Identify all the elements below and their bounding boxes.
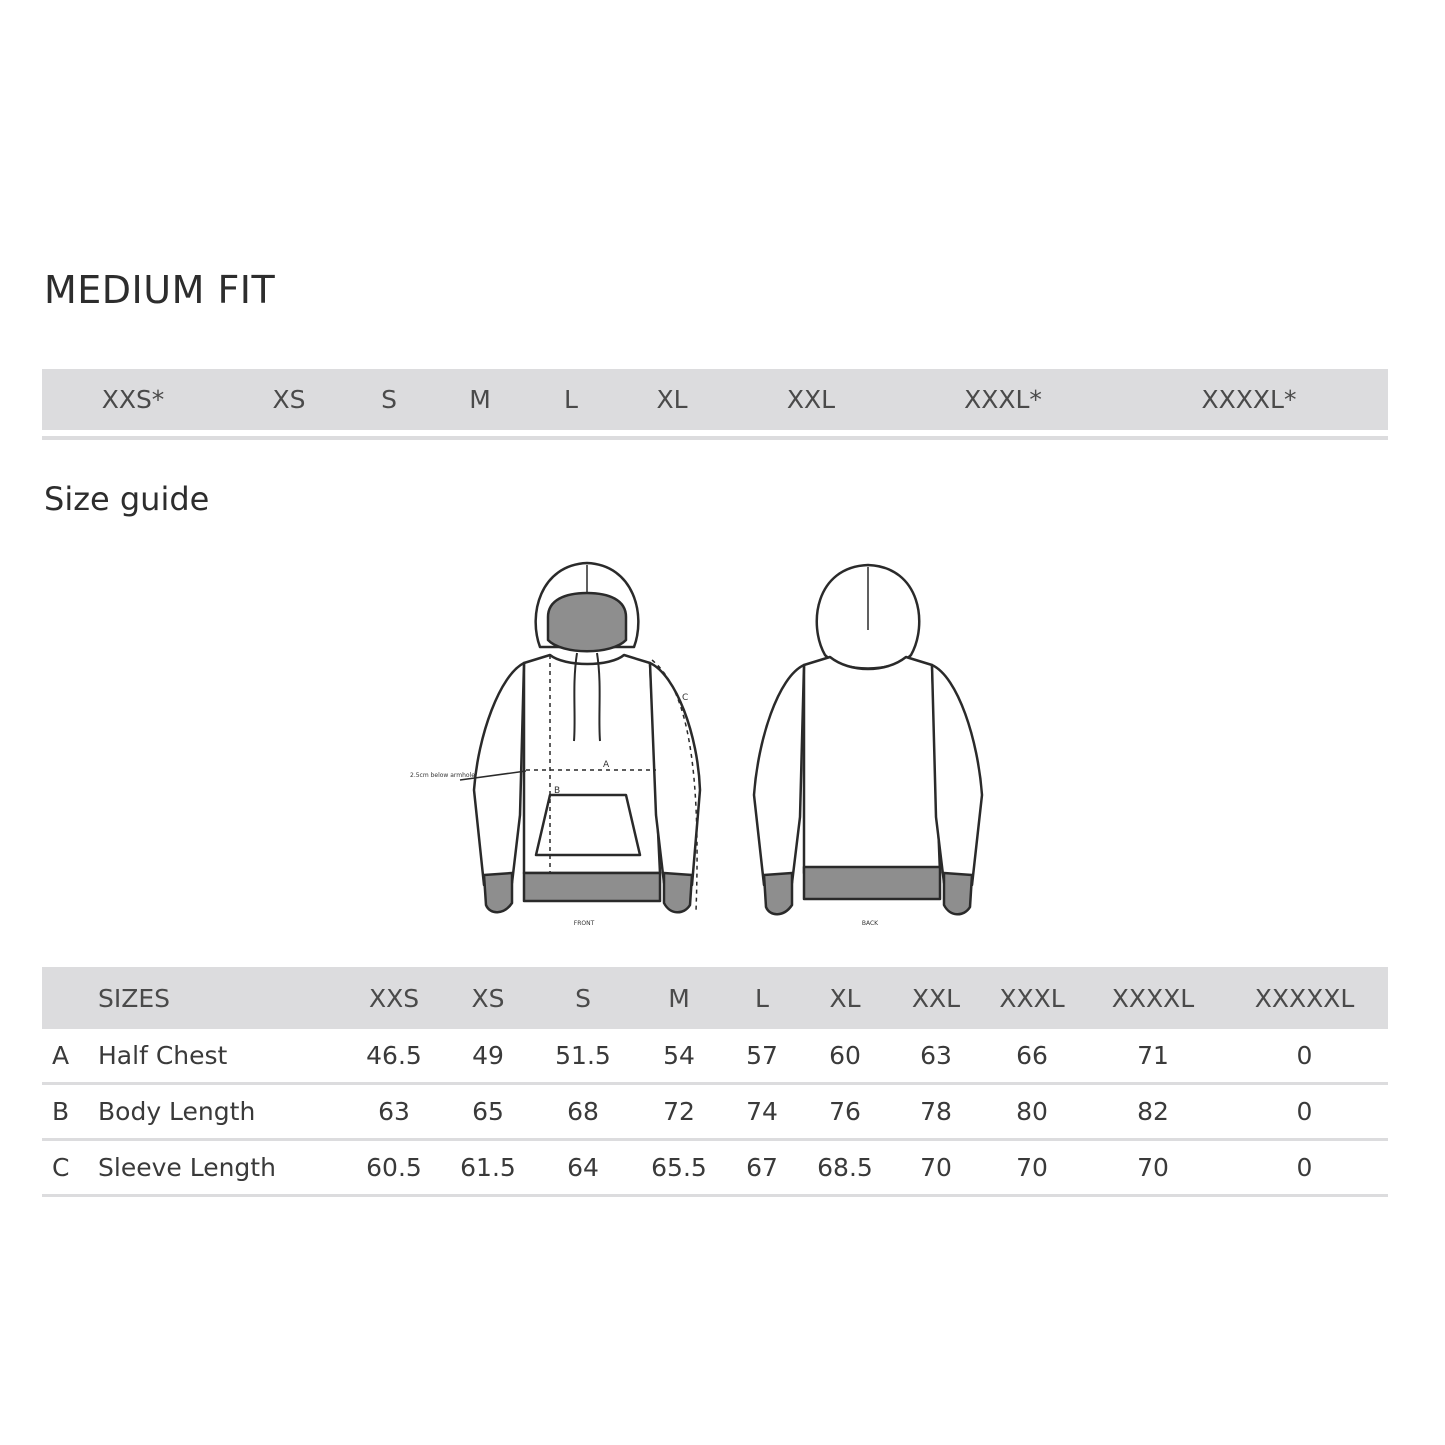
size-bar-item: XXXXL* [1201,385,1297,414]
table-cell: 72 [631,1084,727,1140]
hoodie-illustration [400,555,1020,935]
table-cell: 74 [727,1084,797,1140]
table-cell: 0 [1221,1140,1388,1196]
header-size: XXS [368,983,420,1013]
size-bar-item: L [564,385,578,414]
table-cell: 64 [535,1140,631,1196]
table-cell: 70 [979,1140,1085,1196]
row-code: C [42,1140,97,1196]
size-bar [42,369,1388,430]
row-code: B [42,1084,97,1140]
table-cell: 61.5 [441,1140,535,1196]
table-row [42,1029,1388,1084]
table-cell: 70 [893,1140,979,1196]
table-header-row [42,967,1388,1029]
header-size: XXL [911,983,961,1013]
front-label: FRONT [573,920,595,927]
table-cell: 57 [727,1029,797,1084]
table-cell: 80 [979,1084,1085,1140]
marker-a: A [603,760,610,770]
table-cell: 68.5 [797,1140,893,1196]
marker-b: B [554,786,561,796]
table-cell: 54 [631,1029,727,1084]
header-size: L [755,983,769,1013]
table-cell: 70 [1085,1140,1221,1196]
header-spacer [42,967,97,1029]
table-cell: 0 [1221,1084,1388,1140]
front-hoodie [410,563,700,927]
table-cell: 60 [797,1029,893,1084]
armhole-note: 2.5cm below armhole [410,772,475,779]
row-label: Sleeve Length [97,1140,347,1196]
header-sizes-label: SIZES [98,983,171,1013]
table-cell: 63 [347,1084,441,1140]
row-label: Body Length [97,1084,347,1140]
size-bar-item: XL [656,385,688,414]
size-bar-item: XXL [786,385,836,414]
row-label: Half Chest [97,1029,347,1084]
header-size: M [668,983,690,1013]
table-cell: 71 [1085,1029,1221,1084]
table-cell: 78 [893,1084,979,1140]
size-guide-title: Size guide [44,480,210,518]
size-bar-item: XS [272,385,306,414]
header-size: S [575,983,591,1013]
table-cell: 63 [893,1029,979,1084]
header-size: XXXXXL [1254,983,1355,1013]
table-cell: 51.5 [535,1029,631,1084]
table-cell: 68 [535,1084,631,1140]
size-bar-item: M [469,385,491,414]
table-cell: 66 [979,1029,1085,1084]
header-size: XL [829,983,861,1013]
header-size: XS [471,983,505,1013]
size-table [42,967,1388,1197]
table-row [42,1084,1388,1140]
fit-title: MEDIUM FIT [44,268,276,312]
marker-c: C [682,693,689,703]
header-size: XXXXL [1111,983,1195,1013]
size-bar-item: XXS* [101,385,165,414]
table-cell: 49 [441,1029,535,1084]
size-bar-divider [42,436,1388,440]
row-code: A [42,1029,97,1084]
table-cell: 82 [1085,1084,1221,1140]
table-row [42,1140,1388,1196]
table-cell: 65 [441,1084,535,1140]
table-cell: 46.5 [347,1029,441,1084]
back-label: BACK [861,920,879,927]
table-cell: 67 [727,1140,797,1196]
table-cell: 0 [1221,1029,1388,1084]
header-size: XXXL [999,983,1065,1013]
size-bar-item: XXXL* [964,385,1042,414]
size-bar-item: S [381,385,397,414]
back-hoodie [754,565,982,927]
table-cell: 65.5 [631,1140,727,1196]
table-cell: 60.5 [347,1140,441,1196]
table-cell: 76 [797,1084,893,1140]
